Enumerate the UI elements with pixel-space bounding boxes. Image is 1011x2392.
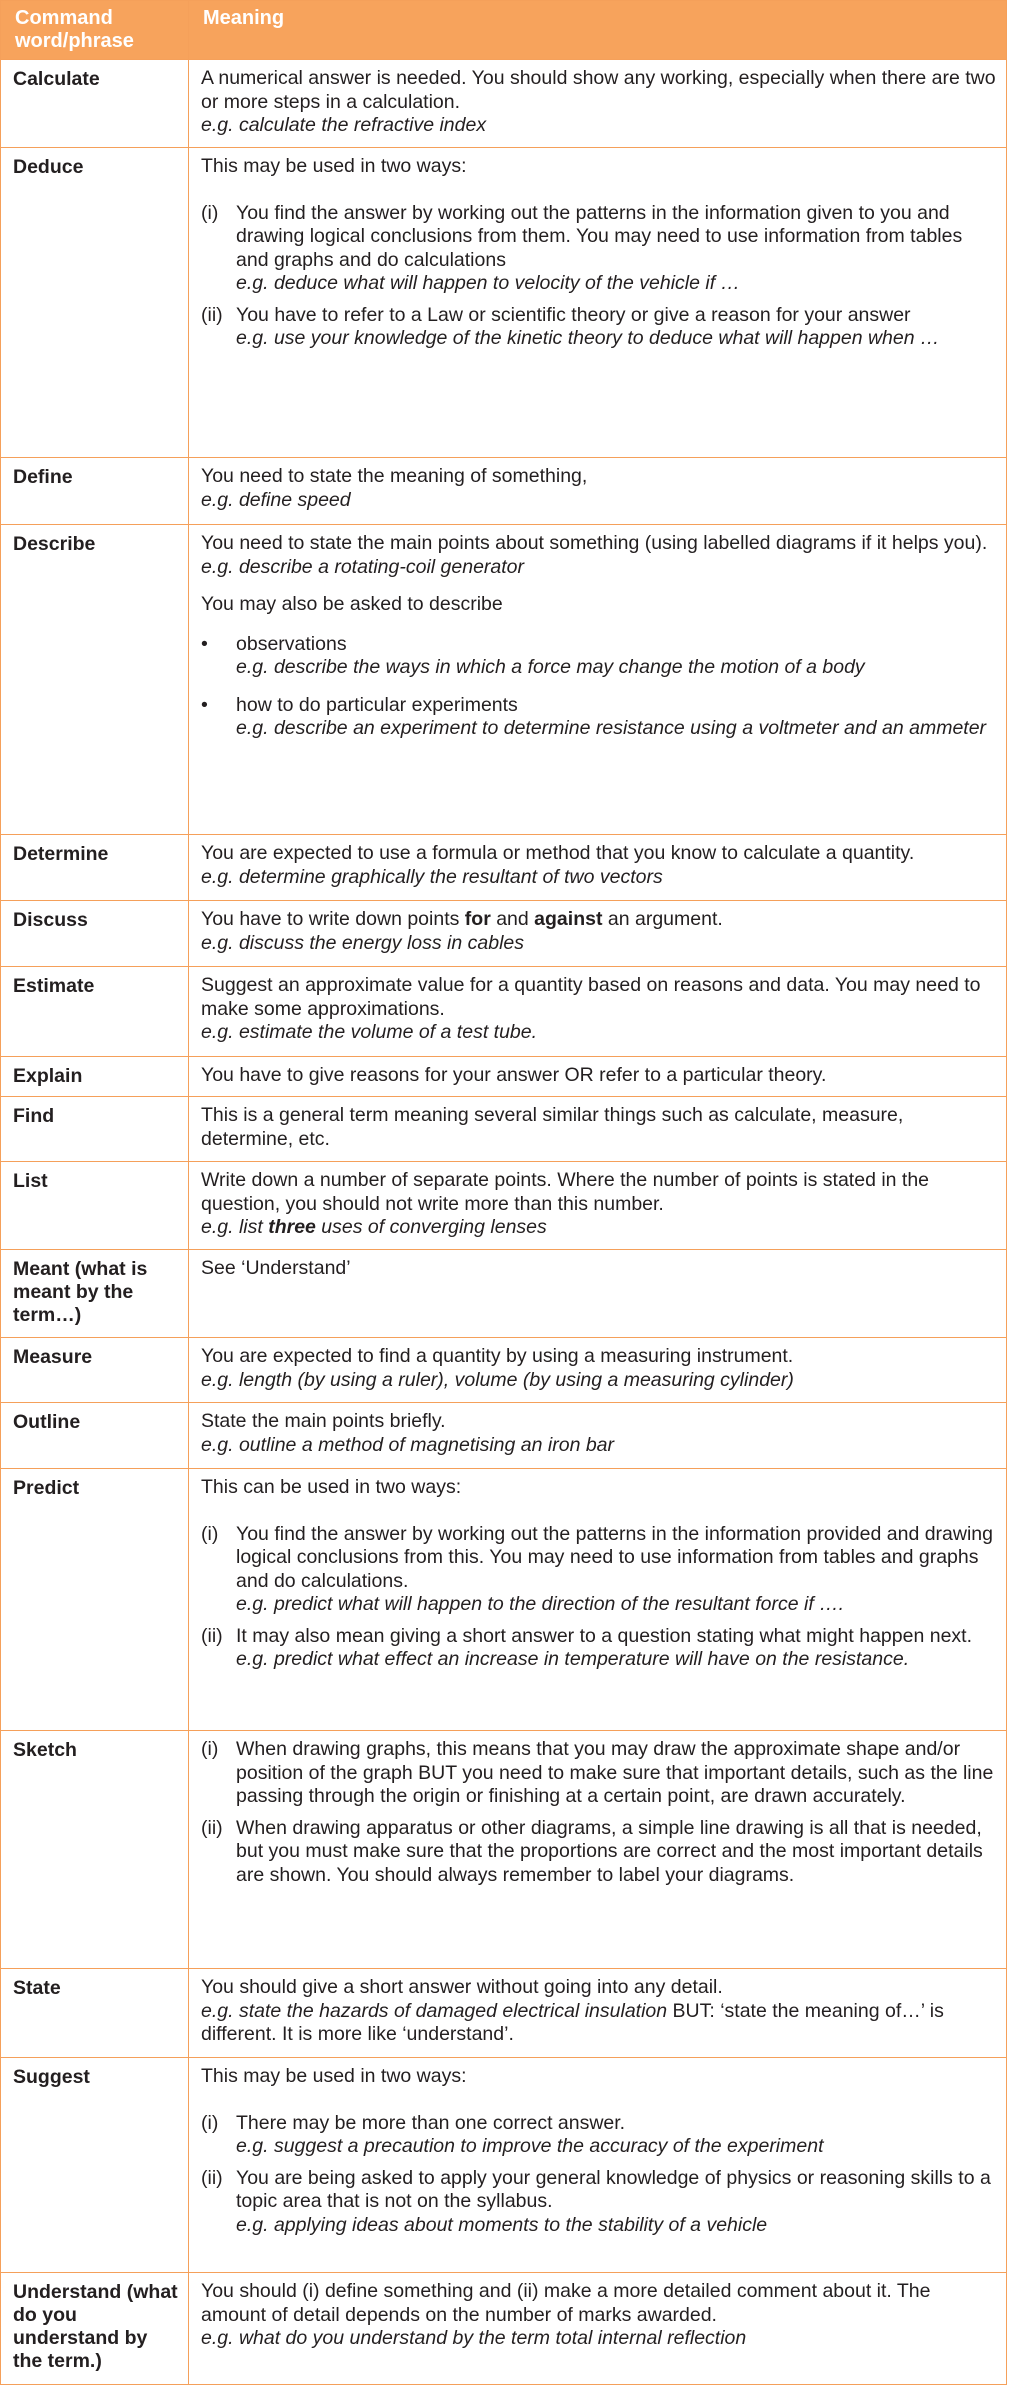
table-row: [1, 1469, 1007, 1731]
bullet-marker: •: [201, 693, 208, 716]
term-estimate: Estimate: [1, 967, 189, 1057]
meaning-determine: [189, 835, 1007, 901]
meaning-text: Suggest an approximate value for a quantity based on reasons and data. You may need to make some approximations.: [201, 974, 981, 1020]
example-text: e.g. predict what effect an increase in temperature will have on the resistance.: [236, 1648, 910, 1670]
item-text: observations: [236, 632, 347, 655]
meaning-measure: [189, 1338, 1007, 1403]
example-text: e.g. calculate the refractive index: [201, 114, 487, 136]
example-text: e.g. predict what will happen to the direction of the resultant force if ….: [236, 1593, 845, 1615]
table-row: [1, 458, 1007, 525]
meaning-subintro: You may also be asked to describe: [201, 593, 503, 615]
meaning-text: Write down a number of separate points. Where the number of points is stated in the question, you should not write more than this number.: [201, 1169, 930, 1215]
table-header-row: [1, 1, 1007, 60]
term-determine: Determine: [1, 835, 189, 901]
item-marker: (i): [201, 1522, 219, 1545]
table-row: [1, 1162, 1007, 1250]
example-text: e.g. discuss the energy loss in cables: [201, 931, 525, 954]
example-text: e.g. outline a method of magnetising an iron bar: [201, 1433, 615, 1456]
table-row: [1, 1731, 1007, 1969]
term-measure: Measure: [1, 1338, 189, 1403]
item-text: When drawing graphs, this means that you may draw the approximate shape and/or position of the graph BUT you need to make sure that important details, such as the line passing through the origin or finishing at a certain point, are drawn accurately.: [236, 1738, 994, 1807]
term-list: List: [1, 1162, 189, 1250]
item-text: how to do particular experiments: [236, 693, 518, 716]
table-row: [1, 525, 1007, 835]
meaning-text: See ‘Understand’: [201, 1257, 351, 1279]
term-discuss: Discuss: [1, 901, 189, 967]
list-item: [201, 1817, 996, 1888]
meaning-sketch: [189, 1731, 1007, 1969]
term-understand: Understand (what do you understand by the term.): [1, 2273, 189, 2385]
example-text: [201, 1216, 996, 1240]
term-describe: Describe: [1, 525, 189, 835]
item-text: When drawing apparatus or other diagrams, a simple line drawing is all that is needed, but you must make sure that the proportions are correct and the most important details are shown. You should always remember to label your diagrams.: [236, 1816, 983, 1886]
keyword-for: for: [464, 908, 491, 930]
example-text: e.g. what do you understand by the term total internal reflection: [201, 2327, 747, 2349]
table-row: [1, 2058, 1007, 2273]
meaning-describe: [189, 525, 1007, 835]
item-marker: (i): [201, 1738, 219, 1760]
meaning-calculate: [189, 60, 1007, 148]
example-text: e.g. deduce what will happen to velocity of the vehicle if …: [236, 272, 741, 294]
term-define: Define: [1, 458, 189, 525]
text-part: e.g. list: [201, 1216, 269, 1238]
item-marker: (ii): [201, 303, 223, 326]
item-text: You have to refer to a Law or scientific theory or give a reason for your answer: [236, 303, 911, 326]
meaning-estimate: [189, 967, 1007, 1057]
text-part: You have to write down points: [201, 908, 465, 930]
item-text: There may be more than one correct answer.: [236, 2111, 626, 2134]
table-row: [1, 967, 1007, 1057]
meaning-define: [189, 458, 1007, 525]
table-row: [1, 1403, 1007, 1469]
table-row: [1, 1338, 1007, 1403]
meaning-text: You need to state the main points about something (using labelled diagrams if it helps you).: [201, 532, 988, 554]
meaning-intro: This may be used in two ways:: [201, 2065, 467, 2087]
example-text: e.g. estimate the volume of a test tube.: [201, 1021, 538, 1043]
list-item: [201, 694, 996, 741]
term-explain: Explain: [1, 1057, 189, 1097]
term-find: Find: [1, 1097, 189, 1162]
example-text: e.g. length (by using a ruler), volume (by using a measuring cylinder): [201, 1368, 794, 1391]
meaning-text: You should give a short answer without going into any detail.: [201, 1976, 723, 1998]
meaning-deduce: [189, 148, 1007, 458]
example-text: e.g. use your knowledge of the kinetic theory to deduce what will happen when …: [236, 327, 940, 349]
list-item: [201, 202, 996, 296]
meaning-intro: This can be used in two ways:: [201, 1476, 462, 1498]
keyword-against: against: [534, 908, 603, 930]
meaning-text: You should (i) define something and (ii) make a more detailed comment about it. The amount of detail depends on the number of marks awarded.: [201, 2280, 931, 2326]
example-text: e.g. describe the ways in which a force may change the motion of a body: [236, 656, 865, 678]
table-row: [1, 835, 1007, 901]
item-marker: (i): [201, 2111, 219, 2134]
example-text: e.g. suggest a precaution to improve the accuracy of the experiment: [236, 2135, 824, 2157]
item-text: You find the answer by working out the patterns in the information provided and drawing logical conclusions from this. You may need to use information from tables and graphs and do calculations.: [236, 1522, 993, 1592]
item-marker: (i): [201, 201, 219, 224]
list-item: [201, 2167, 996, 2238]
meaning-text: This is a general term meaning several similar things such as calculate, measure, determine, etc.: [201, 1104, 904, 1150]
term-outline: Outline: [1, 1403, 189, 1469]
item-marker: (ii): [201, 1624, 223, 1647]
meaning-predict: [189, 1469, 1007, 1731]
header-command-word: Command word/phrase: [1, 1, 189, 60]
list-item: [201, 1738, 996, 1809]
keyword-three: three: [268, 1216, 316, 1238]
list-item: [201, 1625, 996, 1672]
table-row: [1, 1097, 1007, 1162]
meaning-list: [189, 1162, 1007, 1250]
bullet-marker: •: [201, 632, 208, 655]
example-text: e.g. describe a rotating-coil generator: [201, 555, 525, 578]
term-deduce: Deduce: [1, 148, 189, 458]
meaning-text: You are expected to find a quantity by using a measuring instrument.: [201, 1345, 794, 1367]
text-part: an argument.: [602, 908, 723, 930]
term-predict: Predict: [1, 1469, 189, 1731]
table-row: [1, 148, 1007, 458]
item-text: It may also mean giving a short answer to a question stating what might happen next.: [236, 1624, 973, 1647]
list-item: [201, 2112, 996, 2159]
meaning-text: [201, 2000, 996, 2047]
header-meaning: Meaning: [189, 1, 1007, 60]
term-suggest: Suggest: [1, 2058, 189, 2273]
term-sketch: Sketch: [1, 1731, 189, 1969]
meaning-discuss: [189, 901, 1007, 967]
example-text: e.g. determine graphically the resultant of two vectors: [201, 865, 663, 888]
meaning-intro: This may be used in two ways:: [201, 155, 467, 177]
table-row: [1, 1250, 1007, 1338]
meaning-text: A numerical answer is needed. You should show any working, especially when there are two or more steps in a calculation.: [201, 67, 996, 113]
text-part: and: [490, 908, 535, 930]
term-state: State: [1, 1969, 189, 2058]
table-row: [1, 2273, 1007, 2385]
example-text: e.g. state the hazards of damaged electrical insulation: [201, 1999, 668, 2022]
text-part: BUT: ‘state the meaning of…’ is different. It is more like ‘understand’.: [201, 1999, 944, 2045]
meaning-text: You have to give reasons for your answer OR refer to a particular theory.: [201, 1064, 827, 1086]
meaning-find: [189, 1097, 1007, 1162]
meaning-meant: [189, 1250, 1007, 1338]
list-item: [201, 304, 996, 351]
meaning-understand: [189, 2273, 1007, 2385]
meaning-state: [189, 1969, 1007, 2058]
meaning-text: You need to state the meaning of something,: [201, 465, 588, 487]
item-text: You find the answer by working out the patterns in the information given to you and drawing logical conclusions from them. You may need to use information from tables and graphs and do calculations: [236, 201, 963, 271]
list-item: [201, 633, 996, 680]
list-item: [201, 1523, 996, 1617]
meaning-text: State the main points briefly.: [201, 1410, 446, 1432]
meaning-text: [201, 908, 996, 932]
table-row: [1, 60, 1007, 148]
meaning-text: You are expected to use a formula or method that you know to calculate a quantity.: [201, 842, 915, 864]
term-meant: Meant (what is meant by the term…): [1, 1250, 189, 1338]
example-text: e.g. define speed: [201, 488, 351, 511]
meaning-suggest: [189, 2058, 1007, 2273]
item-text: You are being asked to apply your general knowledge of physics or reasoning skills to a topic area that is not on the syllabus.: [236, 2166, 991, 2212]
meaning-outline: [189, 1403, 1007, 1469]
meaning-explain: [189, 1057, 1007, 1097]
term-calculate: Calculate: [1, 60, 189, 148]
table-row: [1, 1969, 1007, 2058]
table-row: [1, 901, 1007, 967]
item-marker: (ii): [201, 2166, 223, 2189]
example-text: e.g. describe an experiment to determine resistance using a voltmeter and an ammeter: [236, 717, 987, 739]
item-marker: (ii): [201, 1816, 223, 1839]
example-text: e.g. applying ideas about moments to the stability of a vehicle: [236, 2213, 768, 2236]
table-row: [1, 1057, 1007, 1097]
text-part: uses of converging lenses: [315, 1216, 547, 1238]
